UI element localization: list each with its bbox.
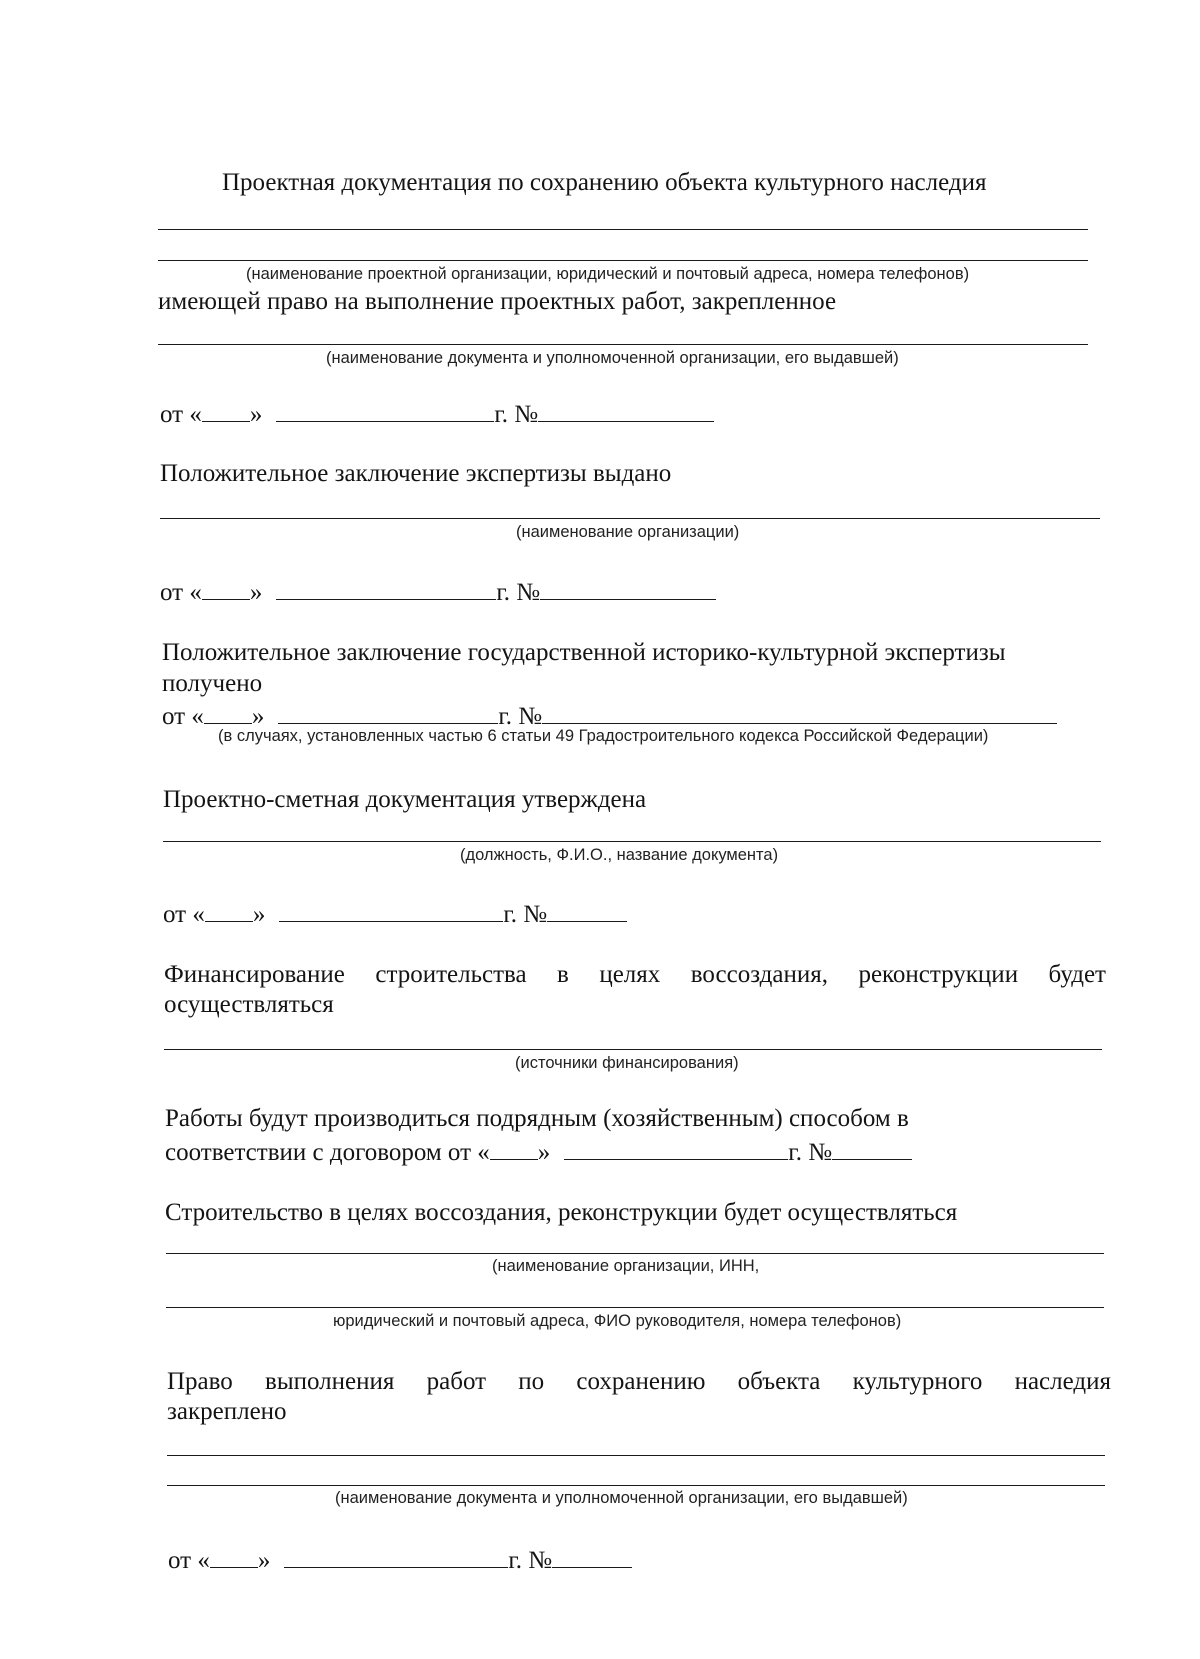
number-blank-5 (832, 1137, 912, 1160)
date-line-1: от « » г. № (160, 399, 714, 427)
caption-inn: (наименование организации, ИНН, (492, 1257, 760, 1275)
month-blank-6 (284, 1545, 508, 1568)
line-expertise-issued: Положительное заключение экспертизы выдано (160, 460, 672, 487)
day-blank-4 (205, 899, 253, 922)
caption-doc-1: (наименование документа и уполномоченной организации, его выдавшей) (326, 349, 899, 367)
caption-position: (должность, Ф.И.О., название документа) (460, 846, 779, 864)
line-finance-2: осуществляться (164, 991, 334, 1018)
day-blank-1 (202, 399, 250, 422)
day-blank-6 (210, 1545, 258, 1568)
caption-org: (наименование проектной организации, юридический и почтовый адреса, номера телефонов) (246, 265, 970, 283)
line-works-1: Работы будут производиться подрядным (хозяйственным) способом в (165, 1105, 909, 1132)
date-line-2: от « » г. № (160, 577, 716, 605)
caption-cases: (в случаях, установленных частью 6 статьи 49 Градостроительного кодекса Российской Федерации) (218, 727, 989, 745)
month-blank-1 (276, 399, 494, 422)
caption-address: юридический и почтовый адреса, ФИО руководителя, номера телефонов) (333, 1312, 902, 1330)
line-right-to-work: имеющей право на выполнение проектных работ, закрепленное (158, 288, 837, 315)
blank-line-doc2-1 (167, 1455, 1105, 1456)
blank-line-contractor-1 (166, 1253, 1104, 1254)
line-state-expertise-2: получено (162, 670, 263, 697)
number-blank-4 (547, 899, 627, 922)
caption-doc-2: (наименование документа и уполномоченной организации, его выдавшей) (335, 1489, 908, 1507)
blank-line-org-1 (158, 229, 1088, 230)
line-construction: Строительство в целях воссоздания, реконструкции будет осуществляться (165, 1199, 958, 1226)
blank-line-expertise-org (160, 518, 1100, 519)
number-blank-2 (540, 577, 716, 600)
number-blank-3 (542, 701, 1057, 724)
blank-line-doc-1 (158, 344, 1088, 345)
date-line-6: от « » г. № (168, 1545, 632, 1573)
line-right-secured-2: закреплено (167, 1398, 287, 1425)
blank-line-doc2-2 (167, 1485, 1105, 1486)
day-blank-2 (202, 577, 250, 600)
caption-sources: (источники финансирования) (515, 1054, 739, 1072)
month-blank-5 (564, 1137, 788, 1160)
month-blank-2 (276, 577, 496, 600)
blank-line-org-2 (158, 260, 1088, 261)
blank-line-sources (164, 1049, 1102, 1050)
line-right-secured-1: Право выполнения работ по сохранению объекта культурного наследия (167, 1368, 1111, 1395)
number-blank-1 (538, 399, 714, 422)
blank-line-approved-by (163, 841, 1101, 842)
caption-org-name: (наименование организации) (516, 523, 740, 541)
number-blank-6 (552, 1545, 632, 1568)
month-blank-3 (278, 701, 498, 724)
month-blank-4 (279, 899, 503, 922)
document-title: Проектная документация по сохранению объекта культурного наследия (222, 169, 987, 196)
blank-line-contractor-2 (166, 1307, 1104, 1308)
line-finance-1: Финансирование строительства в целях воссоздания, реконструкции будет (164, 961, 1106, 988)
day-blank-3 (204, 701, 252, 724)
date-line-5: соответствии с договором от « » г. № (165, 1137, 912, 1165)
date-line-4: от « » г. № (163, 899, 627, 927)
day-blank-5 (490, 1137, 538, 1160)
line-approved: Проектно-сметная документация утверждена (163, 786, 647, 813)
date-line-3: от « » г. № (162, 701, 1057, 729)
line-state-expertise-1: Положительное заключение государственной историко-культурной экспертизы (162, 639, 1006, 666)
